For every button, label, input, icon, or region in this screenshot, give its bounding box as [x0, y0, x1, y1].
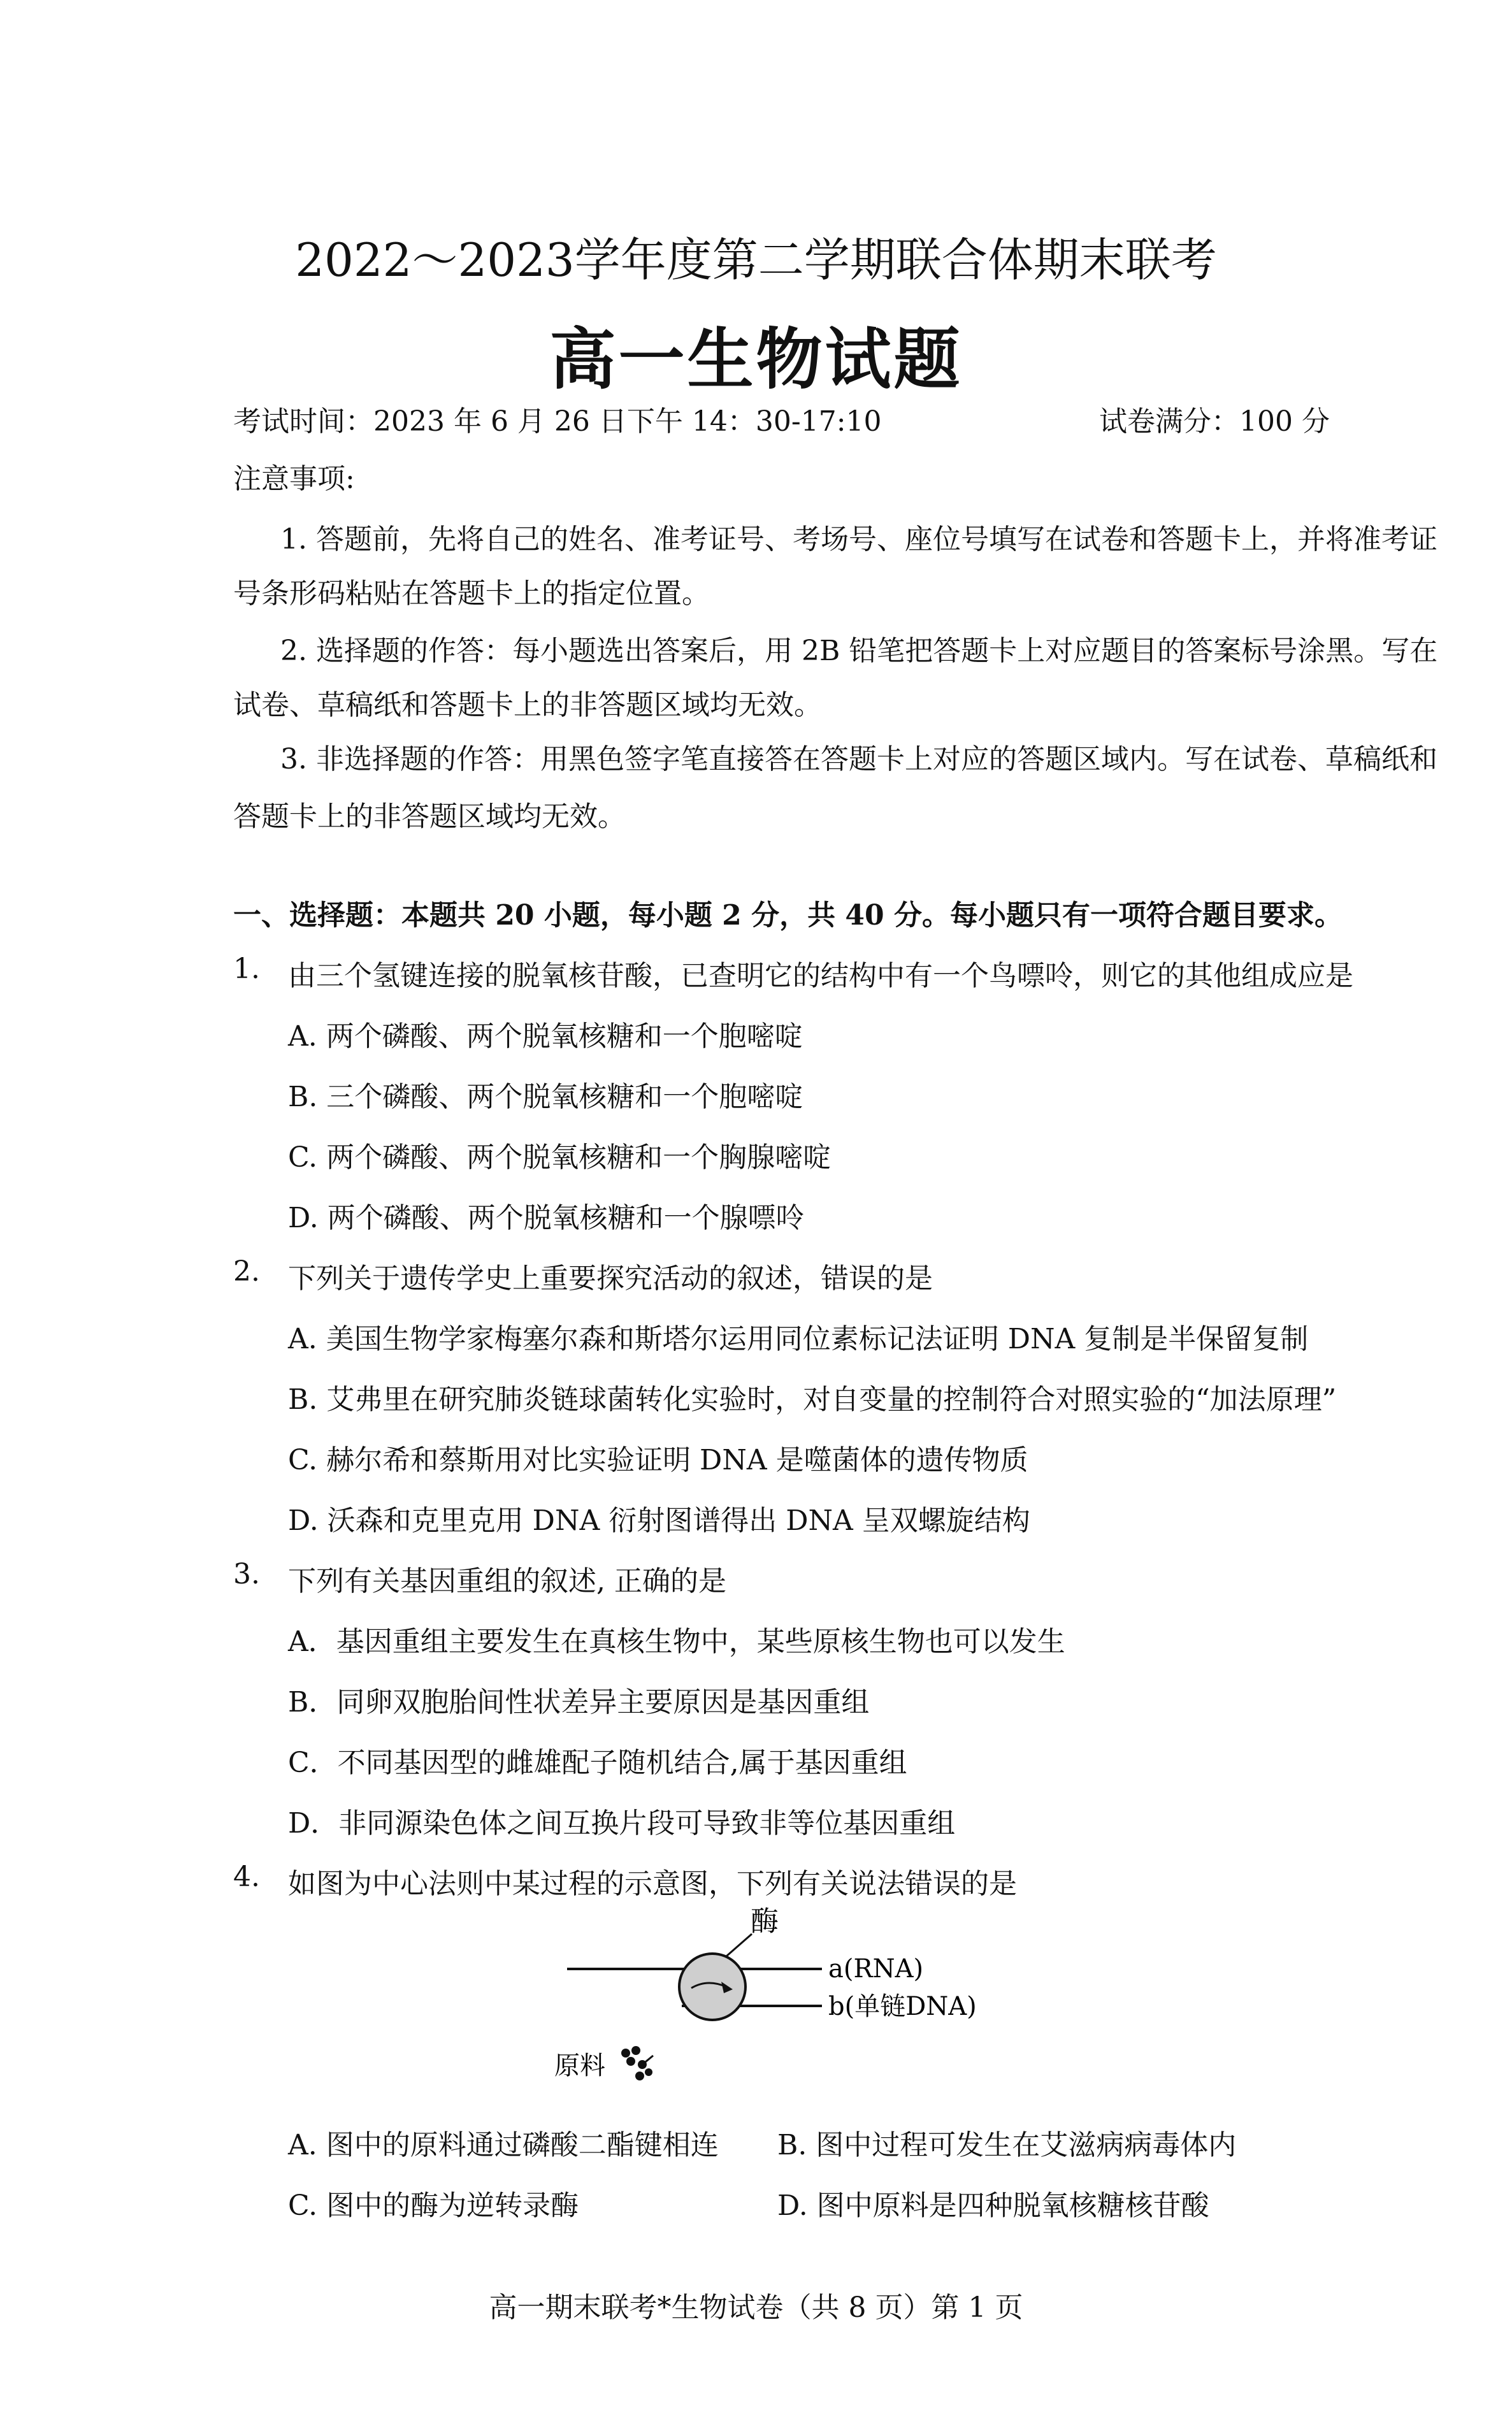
q1-option-c: C. 两个磷酸、两个脱氧核糖和一个胸腺嘧啶	[288, 1141, 832, 1174]
exam-title-subject: 高一生物试题	[549, 320, 963, 398]
enzyme-label: 酶	[751, 1905, 779, 1938]
note-1-line2: 号条形码粘贴在答题卡上的指定位置。	[233, 577, 710, 610]
q1-option-b: B. 三个磷酸、两个脱氧核糖和一个胞嘧啶	[288, 1081, 803, 1113]
raw-material-label: 原料	[554, 2051, 605, 2080]
notes-heading: 注意事项:	[233, 463, 355, 495]
strand-b-label: b(单链DNA)	[828, 1992, 977, 2021]
full-score: 试卷满分：100 分	[1099, 405, 1330, 438]
exam-time: 考试时间：2023 年 6 月 26 日下午 14：30-17:10	[233, 405, 882, 438]
q2-option-d: D. 沃森和克里克用 DNA 衍射图谱得出 DNA 呈双螺旋结构	[288, 1504, 1030, 1537]
q2-number: 2.	[233, 1255, 260, 1288]
q2-option-c: C. 赫尔希和蔡斯用对比实验证明 DNA 是噬菌体的遗传物质	[288, 1444, 1028, 1476]
q4-option-c: C. 图中的酶为逆转录酶	[288, 2189, 579, 2222]
q4-option-d: D. 图中原料是四种脱氧核糖核苷酸	[777, 2189, 1209, 2222]
q2-option-b: B. 艾弗里在研究肺炎链球菌转化实验时，对自变量的控制符合对照实验的“加法原理”	[288, 1383, 1337, 1416]
enzyme-circle	[679, 1954, 745, 2020]
note-2-line1: 2. 选择题的作答：每小题选出答案后，用 2B 铅笔把答题卡上对应题目的答案标号涂黑。写在	[280, 635, 1438, 667]
note-3-line1: 3. 非选择题的作答：用黑色签字笔直接答在答题卡上对应的答题区域内。写在试卷、草稿纸和	[280, 743, 1437, 775]
q1-stem: 由三个氢键连接的脱氧核苷酸，已查明它的结构中有一个鸟嘌呤，则它的其他组成应是	[288, 960, 1353, 992]
note-3-line2: 答题卡上的非答题区域均无效。	[233, 800, 626, 833]
q3-option-d: D．非同源染色体之间互换片段可导致非等位基因重组	[288, 1807, 956, 1840]
exam-title-line1: 2022～2023学年度第二学期联合体期末联考	[295, 233, 1217, 287]
q1-option-a: A. 两个磷酸、两个脱氧核糖和一个胞嘧啶	[288, 1020, 803, 1053]
q2-option-a: A. 美国生物学家梅塞尔森和斯塔尔运用同位素标记法证明 DNA 复制是半保留复制	[288, 1323, 1309, 1355]
q4-number: 4.	[233, 1861, 260, 1893]
q4-option-b: B. 图中过程可发生在艾滋病病毒体内	[777, 2129, 1237, 2161]
strand-a-label: a(RNA)	[828, 1954, 924, 1984]
q3-option-a: A．基因重组主要发生在真核生物中，某些原核生物也可以发生	[288, 1625, 1065, 1658]
q4-stem: 如图为中心法则中某过程的示意图，下列有关说法错误的是	[288, 1868, 1017, 1900]
q1-number: 1.	[233, 953, 260, 985]
note-2-line2: 试卷、草稿纸和答题卡上的非答题区域均无效。	[233, 689, 822, 721]
note-1-line1: 1. 答题前，先将自己的姓名、准考证号、考场号、座位号填写在试卷和答题卡上，并将准考证	[280, 523, 1437, 556]
reverse-transcription-diagram	[548, 1905, 1045, 2103]
q3-option-b: B．同卵双胞胎间性状差异主要原因是基因重组	[288, 1686, 870, 1719]
q4-option-a: A. 图中的原料通过磷酸二酯键相连	[288, 2129, 719, 2161]
raw-material-icon	[621, 2046, 653, 2080]
q3-stem: 下列有关基因重组的叙述, 正确的是	[288, 1565, 726, 1597]
q3-option-c: C．不同基因型的雌雄配子随机结合,属于基因重组	[288, 1747, 907, 1779]
enzyme-pointer-line	[726, 1934, 752, 1956]
q1-option-d: D. 两个磷酸、两个脱氧核糖和一个腺嘌呤	[288, 1202, 804, 1234]
section-1-heading: 一、选择题：本题共 20 小题，每小题 2 分，共 40 分。每小题只有一项符合题目要求。	[233, 899, 1343, 932]
q3-number: 3.	[233, 1558, 260, 1590]
q2-stem: 下列关于遗传学史上重要探究活动的叙述，错误的是	[288, 1262, 933, 1295]
page-footer: 高一期末联考*生物试卷（共 8 页）第 1 页	[489, 2291, 1023, 2324]
